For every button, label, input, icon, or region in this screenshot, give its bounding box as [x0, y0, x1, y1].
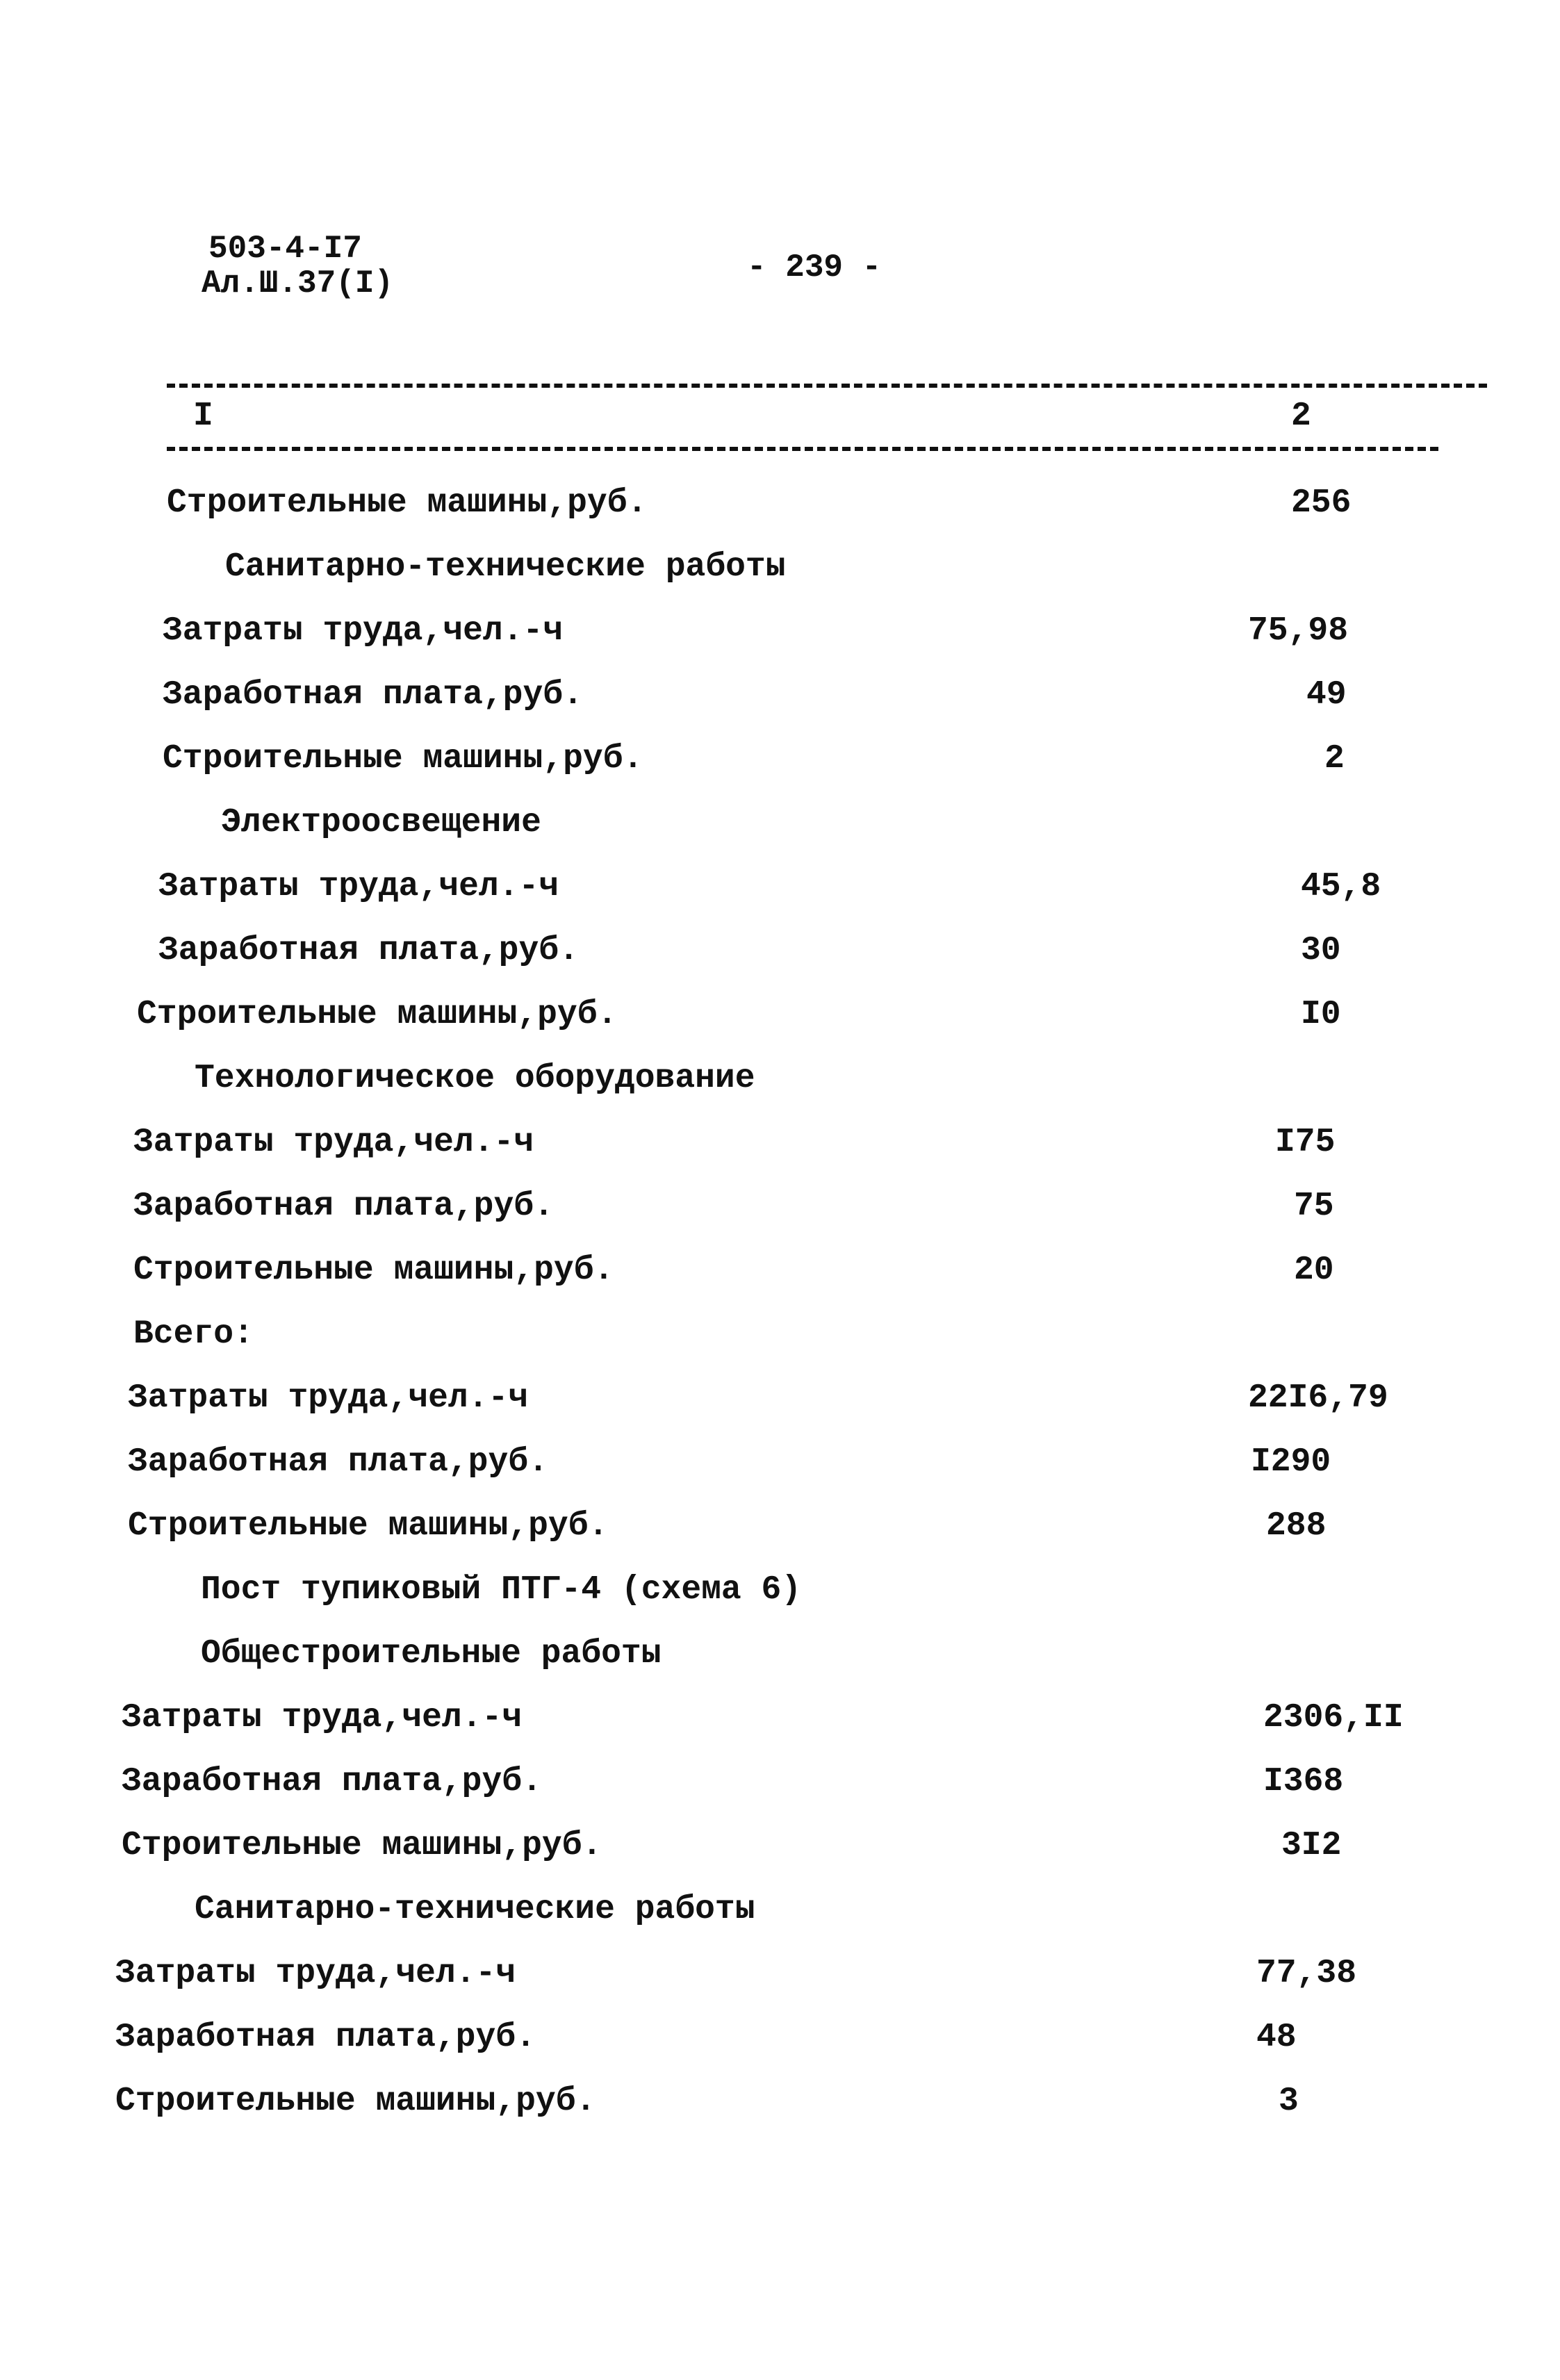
row-value: 3I2: [1281, 1827, 1342, 1864]
row-label: Заработная плата,руб.: [128, 1443, 548, 1481]
row-label: Санитарно-технические работы: [225, 548, 786, 586]
row-label: Пост тупиковый ПТГ-4 (схема 6): [201, 1571, 802, 1609]
row-label: Строительные машины,руб.: [122, 1827, 602, 1864]
row-value: 77,38: [1256, 1955, 1357, 1992]
row-label: Электроосвещение: [221, 804, 541, 842]
row-value: 48: [1256, 2019, 1297, 2056]
row-value: I0: [1301, 996, 1341, 1033]
row-label: Строительные машины,руб.: [163, 740, 643, 778]
row-value: 75,98: [1248, 612, 1349, 650]
row-value: 20: [1294, 1251, 1334, 1289]
column-header-2: 2: [1291, 397, 1311, 435]
row-label: Затраты труда,чел.-ч: [122, 1699, 523, 1737]
row-label: Строительные машины,руб.: [133, 1251, 614, 1289]
column-header-1: I: [193, 397, 213, 435]
page-number: - 239 -: [747, 249, 882, 286]
row-label: Технологическое оборудование: [195, 1060, 755, 1097]
row-value: 49: [1306, 676, 1347, 714]
row-label: Заработная плата,руб.: [133, 1188, 554, 1225]
row-label: Затраты труда,чел.-ч: [128, 1379, 529, 1417]
row-value: 45,8: [1301, 868, 1381, 905]
row-value: 22I6,79: [1248, 1379, 1388, 1417]
sheet-reference: Ал.Ш.37(I): [202, 265, 394, 302]
row-label: Заработная плата,руб.: [158, 932, 579, 969]
table-header-divider: [167, 447, 1438, 451]
row-label: Строительные машины,руб.: [115, 2083, 596, 2120]
row-value: 2306,II: [1263, 1699, 1404, 1737]
row-label: Затраты труда,чел.-ч: [115, 1955, 516, 1992]
row-value: 2: [1324, 740, 1345, 778]
row-label: Строительные машины,руб.: [137, 996, 618, 1033]
table-top-divider: [167, 384, 1487, 388]
row-value: 3: [1279, 2083, 1299, 2120]
row-value: I75: [1275, 1124, 1336, 1161]
row-label: Строительные машины,руб.: [128, 1507, 609, 1545]
row-label: Общестроительные работы: [201, 1635, 662, 1673]
row-label: Затраты труда,чел.-ч: [133, 1124, 534, 1161]
row-value: 288: [1266, 1507, 1327, 1545]
document-code: 503-4-I7: [208, 231, 362, 267]
row-label: Заработная плата,руб.: [122, 1763, 542, 1800]
row-value: 256: [1291, 484, 1352, 522]
row-value: I290: [1251, 1443, 1331, 1481]
row-label: Затраты труда,чел.-ч: [163, 612, 564, 650]
row-label: Затраты труда,чел.-ч: [158, 868, 559, 905]
row-label: Всего:: [133, 1315, 254, 1353]
row-value: 30: [1301, 932, 1341, 969]
row-label: Заработная плата,руб.: [163, 676, 583, 714]
row-label: Заработная плата,руб.: [115, 2019, 536, 2056]
row-value: 75: [1294, 1188, 1334, 1225]
row-label: Санитарно-технические работы: [195, 1891, 755, 1928]
row-value: I368: [1263, 1763, 1344, 1800]
row-label: Строительные машины,руб.: [167, 484, 648, 522]
